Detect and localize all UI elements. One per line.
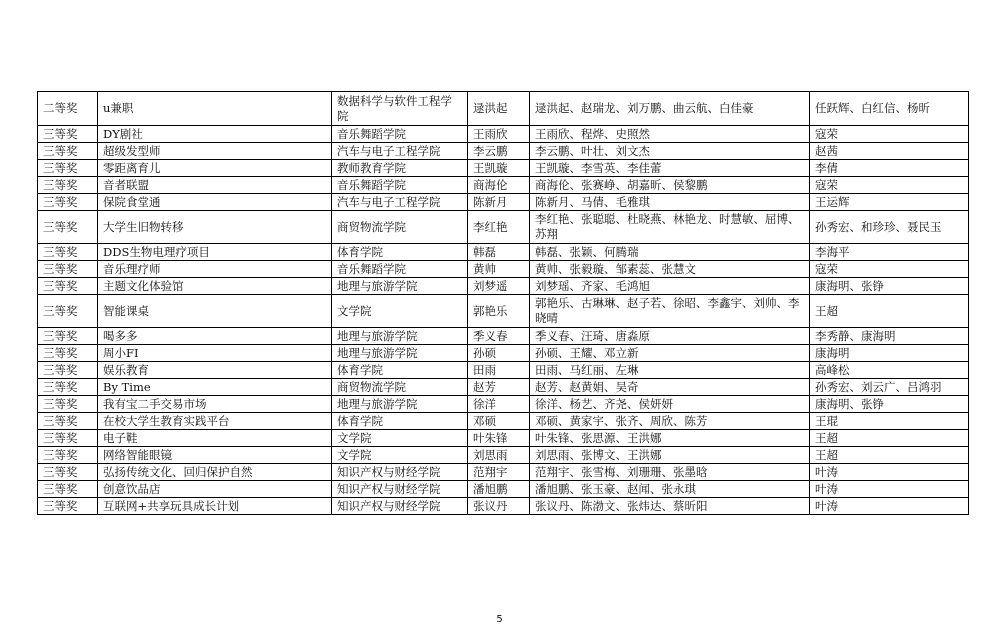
advisor-cell: 高峰松: [810, 362, 969, 379]
team-members-cell: 刘思雨、张博文、王洪娜: [530, 447, 810, 464]
project-name-cell: u兼职: [98, 92, 332, 126]
leader-cell: 刘梦遥: [468, 278, 530, 295]
table-row: [38, 345, 969, 362]
college-cell: 音乐舞蹈学院: [332, 177, 468, 194]
page-number: 5: [496, 614, 503, 625]
table-row: [38, 126, 969, 143]
college-cell: 数据科学与软件工程学院: [332, 92, 468, 126]
team-members-cell: 赵芳、赵黄娟、吴奇: [530, 379, 810, 396]
advisor-cell: 康海明、张铮: [810, 396, 969, 413]
college-cell: 地理与旅游学院: [332, 328, 468, 345]
advisor-cell: 李秀静、康海明: [810, 328, 969, 345]
table-row: [38, 160, 969, 177]
table-row: [38, 278, 969, 295]
advisor-cell: 寇荣: [810, 126, 969, 143]
advisor-cell: 王超: [810, 430, 969, 447]
project-name-cell: 娱乐教育: [98, 362, 332, 379]
project-name-cell: 周小FI: [98, 345, 332, 362]
award-level-cell: 三等奖: [38, 244, 98, 261]
award-level-cell: 三等奖: [38, 194, 98, 211]
project-name-cell: 创意饮品店: [98, 481, 332, 498]
team-members-cell: 郭艳乐、古琳琳、赵子若、徐昭、李鑫宇、刘帅、李晓晴: [530, 295, 810, 328]
team-members-cell: 李红艳、张聪聪、杜晓燕、林艳龙、时慧敏、屈博、苏翔: [530, 211, 810, 244]
table-row: [38, 396, 969, 413]
advisor-cell: 李海平: [810, 244, 969, 261]
advisor-cell: 叶涛: [810, 481, 969, 498]
table-row: [38, 379, 969, 396]
leader-cell: 刘思雨: [468, 447, 530, 464]
advisor-cell: 孙秀宏、和珍珍、聂民玉: [810, 211, 969, 244]
advisor-cell: 王超: [810, 295, 969, 328]
leader-cell: 邓硕: [468, 413, 530, 430]
team-members-cell: 田雨、马红丽、左琳: [530, 362, 810, 379]
team-members-cell: 王凯璇、李雪英、李佳蕾: [530, 160, 810, 177]
award-level-cell: 三等奖: [38, 413, 98, 430]
team-members-cell: 季义春、汪琦、唐淼原: [530, 328, 810, 345]
advisor-cell: 寇荣: [810, 177, 969, 194]
table-row: [38, 362, 969, 379]
award-level-cell: 三等奖: [38, 160, 98, 177]
leader-cell: 田雨: [468, 362, 530, 379]
advisor-cell: 康海明: [810, 345, 969, 362]
advisor-cell: 寇荣: [810, 261, 969, 278]
leader-cell: 范翔宇: [468, 464, 530, 481]
team-members-cell: 黄帅、张毅璇、邹素蕊、张慧文: [530, 261, 810, 278]
leader-cell: 徐洋: [468, 396, 530, 413]
advisor-cell: 李倩: [810, 160, 969, 177]
college-cell: 音乐舞蹈学院: [332, 261, 468, 278]
award-level-cell: 三等奖: [38, 261, 98, 278]
leader-cell: 赵芳: [468, 379, 530, 396]
award-level-cell: 三等奖: [38, 126, 98, 143]
project-name-cell: 主题文化体验馆: [98, 278, 332, 295]
leader-cell: 叶朱锋: [468, 430, 530, 447]
table-row: [38, 498, 969, 515]
table-row: [38, 177, 969, 194]
table-row: [38, 481, 969, 498]
leader-cell: 潘旭鹏: [468, 481, 530, 498]
award-level-cell: 三等奖: [38, 143, 98, 160]
college-cell: 地理与旅游学院: [332, 278, 468, 295]
leader-cell: 韩磊: [468, 244, 530, 261]
college-cell: 商贸物流学院: [332, 211, 468, 244]
project-name-cell: 弘扬传统文化、回归保护自然: [98, 464, 332, 481]
college-cell: 地理与旅游学院: [332, 345, 468, 362]
project-name-cell: 我有宝二手交易市场: [98, 396, 332, 413]
college-cell: 知识产权与财经学院: [332, 498, 468, 515]
award-level-cell: 三等奖: [38, 295, 98, 328]
award-table-body: [38, 92, 969, 515]
team-members-cell: 商海伦、张赛峥、胡嘉昕、侯黎鹏: [530, 177, 810, 194]
team-members-cell: 张议丹、陈渤文、张炜达、蔡昕阳: [530, 498, 810, 515]
team-members-cell: 王雨欣、程烨、史照然: [530, 126, 810, 143]
college-cell: 地理与旅游学院: [332, 396, 468, 413]
table-row: [38, 92, 969, 126]
table-row: [38, 194, 969, 211]
team-members-cell: 韩磊、张颖、何腾瑞: [530, 244, 810, 261]
table-row: [38, 447, 969, 464]
college-cell: 知识产权与财经学院: [332, 464, 468, 481]
award-level-cell: 三等奖: [38, 177, 98, 194]
advisor-cell: 叶涛: [810, 464, 969, 481]
project-name-cell: 保院食堂通: [98, 194, 332, 211]
award-level-cell: 三等奖: [38, 464, 98, 481]
team-members-cell: 徐洋、杨艺、齐尧、侯妍妍: [530, 396, 810, 413]
college-cell: 汽车与电子工程学院: [332, 143, 468, 160]
award-level-cell: 三等奖: [38, 498, 98, 515]
leader-cell: 季义春: [468, 328, 530, 345]
project-name-cell: 互联网+共享玩具成长计划: [98, 498, 332, 515]
college-cell: 体育学院: [332, 244, 468, 261]
team-members-cell: 叶朱锋、张思源、王洪娜: [530, 430, 810, 447]
award-level-cell: 三等奖: [38, 379, 98, 396]
advisor-cell: 王运辉: [810, 194, 969, 211]
leader-cell: 陈新月: [468, 194, 530, 211]
team-members-cell: 刘梦瑶、齐家、毛鸿旭: [530, 278, 810, 295]
college-cell: 文学院: [332, 430, 468, 447]
award-level-cell: 三等奖: [38, 481, 98, 498]
advisor-cell: 王琨: [810, 413, 969, 430]
leader-cell: 逯洪起: [468, 92, 530, 126]
project-name-cell: DDS生物电理疗项目: [98, 244, 332, 261]
leader-cell: 黄帅: [468, 261, 530, 278]
advisor-cell: 康海明、张铮: [810, 278, 969, 295]
leader-cell: 孙硕: [468, 345, 530, 362]
team-members-cell: 范翔宇、张雪梅、刘珊珊、张墨晗: [530, 464, 810, 481]
award-level-cell: 二等奖: [38, 92, 98, 126]
project-name-cell: 音乐理疗师: [98, 261, 332, 278]
team-members-cell: 陈新月、马倩、毛雅琪: [530, 194, 810, 211]
table-row: [38, 261, 969, 278]
college-cell: 商贸物流学院: [332, 379, 468, 396]
leader-cell: 王凯璇: [468, 160, 530, 177]
award-level-cell: 三等奖: [38, 211, 98, 244]
award-level-cell: 三等奖: [38, 328, 98, 345]
advisor-cell: 孙秀宏、刘云广、吕鸿羽: [810, 379, 969, 396]
table-row: [38, 295, 969, 328]
college-cell: 音乐舞蹈学院: [332, 126, 468, 143]
team-members-cell: 孙硕、王耀、邓立新: [530, 345, 810, 362]
advisor-cell: 任跃辉、白红信、杨昕: [810, 92, 969, 126]
team-members-cell: 邓硕、黄家宇、张齐、周欣、陈芳: [530, 413, 810, 430]
project-name-cell: 在校大学生教育实践平台: [98, 413, 332, 430]
college-cell: 体育学院: [332, 413, 468, 430]
team-members-cell: 逯洪起、赵瑞龙、刘万鹏、曲云航、白佳豪: [530, 92, 810, 126]
table-row: [38, 430, 969, 447]
project-name-cell: 喝多多: [98, 328, 332, 345]
leader-cell: 李红艳: [468, 211, 530, 244]
award-level-cell: 三等奖: [38, 430, 98, 447]
college-cell: 汽车与电子工程学院: [332, 194, 468, 211]
award-level-cell: 三等奖: [38, 447, 98, 464]
college-cell: 体育学院: [332, 362, 468, 379]
leader-cell: 王雨欣: [468, 126, 530, 143]
award-level-cell: 三等奖: [38, 278, 98, 295]
award-level-cell: 三等奖: [38, 396, 98, 413]
team-members-cell: 潘旭鹏、张玉豪、赵闻、张永琪: [530, 481, 810, 498]
project-name-cell: 网络智能眼镜: [98, 447, 332, 464]
leader-cell: 郭艳乐: [468, 295, 530, 328]
project-name-cell: 零距离育儿: [98, 160, 332, 177]
table-row: [38, 328, 969, 345]
advisor-cell: 赵茜: [810, 143, 969, 160]
advisor-cell: 王超: [810, 447, 969, 464]
project-name-cell: DY剧社: [98, 126, 332, 143]
college-cell: 教师教育学院: [332, 160, 468, 177]
college-cell: 知识产权与财经学院: [332, 481, 468, 498]
college-cell: 文学院: [332, 447, 468, 464]
award-level-cell: 三等奖: [38, 345, 98, 362]
table-row: [38, 244, 969, 261]
project-name-cell: 大学生旧物转移: [98, 211, 332, 244]
project-name-cell: 音者联盟: [98, 177, 332, 194]
table-row: [38, 211, 969, 244]
award-table: [37, 91, 969, 515]
project-name-cell: 超级发型师: [98, 143, 332, 160]
table-row: [38, 464, 969, 481]
project-name-cell: By Time: [98, 379, 332, 396]
leader-cell: 商海伦: [468, 177, 530, 194]
college-cell: 文学院: [332, 295, 468, 328]
project-name-cell: 电子鞋: [98, 430, 332, 447]
advisor-cell: 叶涛: [810, 498, 969, 515]
table-row: [38, 413, 969, 430]
table-row: [38, 143, 969, 160]
leader-cell: 张议丹: [468, 498, 530, 515]
team-members-cell: 李云鹏、叶壮、刘文杰: [530, 143, 810, 160]
leader-cell: 李云鹏: [468, 143, 530, 160]
award-level-cell: 三等奖: [38, 362, 98, 379]
project-name-cell: 智能课桌: [98, 295, 332, 328]
